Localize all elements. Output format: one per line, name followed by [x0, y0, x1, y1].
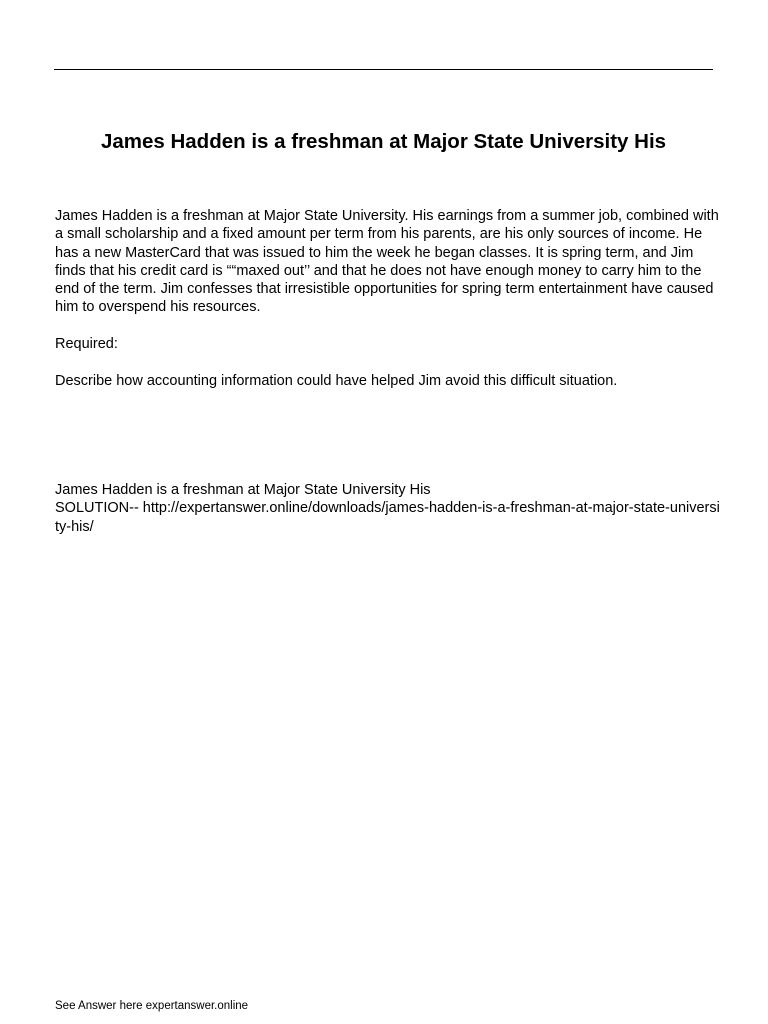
- footer-text: See Answer here expertanswer.online: [55, 1000, 249, 1012]
- solution-link[interactable]: SOLUTION-- http://expertanswer.online/downloads/james-hadden-is-a-freshman-at-major-state-university-his/: [55, 500, 720, 535]
- required-label: Required:: [55, 336, 118, 352]
- problem-paragraph: James Hadden is a freshman at Major State University. His earnings from a summer job, combined with a small scholarship and a fixed amount per term from his parents, are his only sources of income. He has a new MasterCard that was issued to him the week he began classes. It is spring term, and Jim finds that his credit card is ““maxed out’’ and that he does not have enough money to carry him to the end of the term. Jim confesses that irresistible opportunities for spring term entertainment have caused him to overspend his resources.: [55, 208, 719, 316]
- question-paragraph: Describe how accounting information could have helped Jim avoid this difficult situation.: [55, 373, 618, 389]
- solution-title: James Hadden is a freshman at Major State University His: [55, 482, 431, 498]
- top-divider: [54, 69, 713, 70]
- solution-block: [55, 481, 720, 536]
- document-title: James Hadden is a freshman at Major State University His: [100, 130, 667, 153]
